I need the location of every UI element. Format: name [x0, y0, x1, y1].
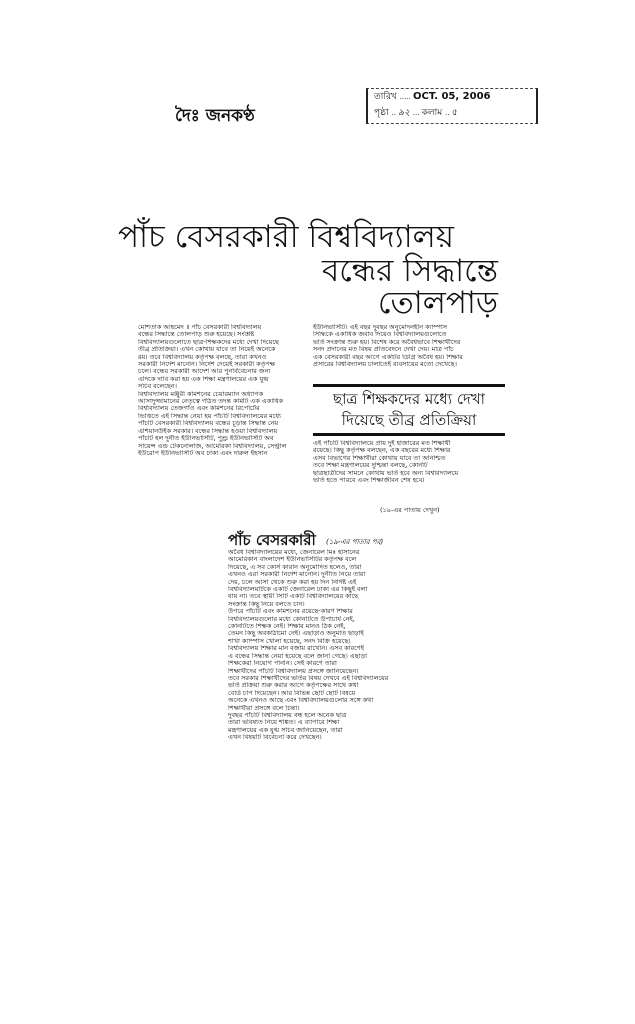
text-line: তবে সরকার শিক্ষার্থীদের ভর্তির বিষয় দেখবে এই বিশ্ববিদ্যালয়ের	[228, 674, 389, 682]
continued-note: (১৯-এর পাতায় দেখুন)	[380, 506, 440, 514]
stamp-date-row: তারিখ ..... OCT. 05, 2006	[374, 91, 491, 102]
text-line: শিক্ষার্থীদের পাঁচটি বিশ্ববিদ্যালয় প্রসঙ্গে জানিয়েছেন।	[228, 667, 359, 675]
text-line: মোশতাক আহমেদ ॥ পাঁচ বেসরকারী বিশ্ববিদ্যালয়	[138, 324, 262, 331]
stamp-column-value: ৫	[451, 108, 458, 118]
text-line: সরকারী নির্দেশ মানেনি। নির্দেশ দেয়েই সরকারী কর্তৃপক্ষ	[138, 361, 276, 369]
text-line: দেয়, চলে আসা থেকে শুরু করা হয় দিন নির্দিষ্ট এই	[228, 578, 357, 586]
text-line: দুবছর পাঁচটি বিশ্ববিদ্যালয় বন্ধ হলে অনেক ছাত্র	[228, 711, 347, 719]
text-line: এখন বিষয়টি বিবেচনা করে দেখছেন।	[228, 734, 322, 742]
stamp-page-value: ৯২	[398, 108, 410, 118]
text-line: মন্ত্রণালয়ের এক যুগ্ম সচিব জানিয়েছেন, তারা	[228, 726, 343, 734]
text-line: বিশ্ববিদ্যালয়গুলোতে ছাত্র-শিক্ষকদের মধ্যে দেখা দিয়েছে	[138, 338, 279, 346]
article2-title: পাঁচ বেসরকারী	[228, 531, 316, 549]
text-line: যায় না। তবে স্থায়ী সিটি একটি বিশ্ববিদ্যালয়ের কাছে	[228, 593, 359, 601]
text-line: অনেকে এখনও আছে এবং বিশ্ববিদ্যালয়গুলোর সঙ্গে কথা	[228, 697, 374, 705]
text-line: এই পাঁচটি বিশ্ববিদ্যালয়ে প্রায় দুই হাজারের মত শিক্ষার্থী	[313, 440, 451, 447]
text-line: পাঁচটি হল দুর্নীত ইউনিভার্সিটি, পুণ্ড্র ইউনিভার্সিটি অব	[138, 435, 274, 443]
subheading-box	[313, 384, 505, 436]
stamp-date-value: OCT. 05, 2006	[413, 91, 491, 102]
text-line: উপরে পাঁচটি এবং কমিশনের রয়েছে-কারণ শিক্ষার	[228, 608, 353, 616]
text-line: আসাদুজ্জামানের নেতৃত্বে গঠিত তদন্ত কমিটি এক একাধিক	[138, 398, 284, 406]
article-left-column	[138, 324, 308, 457]
text-line: তীব্র প্রতিক্রিয়া। এখন কোথায় যাবে তা নিয়েই অনেকে	[138, 346, 276, 354]
text-line: শিক্ষকেরা নিয়োগ পাননি। সেই কারণে তারা	[228, 660, 337, 668]
text-line: এশিয়ানউইক সরকার। বন্ধের সিদ্ধান্ত হওয়া বিশ্ববিদ্যালয়	[138, 427, 278, 435]
text-line: তেমন কিছু অবকাঠামো নেই। এছাড়াও অনুমতি ছাড়াই	[228, 630, 364, 638]
text-line: অবৈধ বিশ্ববিদ্যালয়ের মধ্যে, জেনারেল মিঃ হাসানের	[228, 549, 360, 556]
text-line: তারা ভবিষ্যত নিয়ে শঙ্কিত। এ ব্যাপারে শিক্ষা	[228, 719, 340, 727]
text-line: দিয়েছে, এ সব কোর্স কারান অনুমোদিত হলেও, তারা	[228, 563, 362, 571]
text-line: ভর্তি সংক্রান্ত শুরু হয়। বিশেষ করে অবৈধভাবে শিক্ষার্থীদের	[313, 338, 461, 346]
text-line: বোর্ড চাপ দিয়েছেন। আর বিভিন্ন ছোট ছোট বিষয়ে	[228, 689, 356, 697]
text-line: ভর্তি প্রক্রিয়া শুরু করার আগে কর্তৃপক্ষের সাথে কথা	[228, 682, 359, 690]
text-line: সনদ প্রদানের মত বিষয় প্রতিবেদনে দেখা দেয়। মাত্র পাঁচ	[313, 346, 454, 354]
text-line: বিশ্ববিদ্যালয় তেজগাঁও এবং কমিশনের রিপোর্টের	[138, 405, 260, 413]
text-line: ভিত্তিতে এই সিদ্ধান্ত নেয়া হয় পাঁচটি বিশ্ববিদ্যালয়ের মধ্যে	[138, 412, 281, 420]
text-line: কোনটিতে শিক্ষক নেই। শিক্ষার মানও ঠিক নেই,	[228, 623, 346, 631]
text-line: বন্ধের সিদ্ধান্তে তোলপাড় শুরু হয়েছে। সংশ্লিষ্ট	[138, 331, 255, 339]
text-line: পাঁচটি বেসরকারী বিশ্ববিদ্যালয় বন্ধের চূড়ান্ত সিদ্ধান্ত নেয়	[138, 420, 279, 428]
text-line: বিশ্ববিদ্যালয় মঞ্জুরী কমিশনের চেয়ারম্যান অধ্যাপক	[138, 390, 264, 398]
text-line: রয়েছে। কিছু কর্তৃপক্ষ বলছেন, এক বছরের মধ্যে শিক্ষার	[313, 447, 451, 455]
stamp-date-label: তারিখ	[374, 92, 397, 102]
text-line: সায়েন্স এন্ড টেকনোলজি, আমেরিকা বিশ্ববিদ্যালয়, সেন্ট্রাল	[138, 442, 287, 450]
headline-line-1: পাঁচ বেসরকারী বিশ্ববিদ্যালয়	[118, 219, 454, 255]
article2-body	[228, 549, 412, 742]
text-line: সংক্রান্ত কিছু নিয়ে বলতে চান।	[228, 600, 305, 608]
text-line: এখনও এরা সরকারী নির্দেশ মানেনি। দুর্নীতি নিয়ে তারা	[228, 571, 366, 579]
stamp-page-row: পৃষ্ঠা .. ৯২ ... কলাম .. ৫	[374, 108, 458, 118]
text-line: এক বেসরকারী বছর আগে একটির ডিগ্রি অবৈধ হয়। শিক্ষার	[313, 353, 463, 361]
text-line: এদিকে দাবি করা হয় এক শিক্ষা মন্ত্রণালয়ের এক যুগ্ম	[138, 375, 269, 383]
text-line: রয়। তবে বিশ্ববিদ্যালয় কর্তৃপক্ষ বলছে, তারা কখনও	[138, 353, 267, 361]
text-line: আমেরিকান বাংলাদেশ ইউনিভার্সিটির কর্তৃপক্ষ বলে	[228, 556, 357, 564]
stamp-column-label: কলাম	[421, 108, 443, 118]
text-line: বিশ্ববিদ্যালয়গুলোর মধ্যে কোনটিতে উপাচার্য নেই,	[228, 615, 355, 623]
subheading-line-2: দিয়েছে তীব্র প্রতিক্রিয়া	[341, 411, 477, 429]
text-line: এসব বিভাগের শিক্ষার্থীরা কোথায় যাবে তা অনিশ্চিত	[313, 454, 446, 462]
archive-stamp	[366, 88, 538, 124]
headline-line-3: তোলপাড়	[377, 285, 498, 321]
text-line: বিশ্ববিদ্যালয় শিক্ষার মান বজায় রাখেনি। এসব কারণেই	[228, 645, 364, 653]
text-line: তবে শিক্ষা মন্ত্রণালয়ের দুশ্চিন্তা বলছে, কোনটি	[313, 462, 428, 470]
text-line: ভর্তি হতে পারবে এবং শিক্ষাজীবন শেষ হবে।	[313, 477, 425, 485]
text-line: প্রসারের বিশ্ববিদ্যালয় চালাতেই ব্যবসায়ের মতো দেখেছে।	[313, 361, 457, 369]
text-line: ইউনিভার্সিটি। এই বছর দুবছর অনুমোদনহীন ক্যাম্পাস	[313, 324, 448, 331]
text-line: চলে। বন্ধের সরকারী আদেশ আর পুনর্বিবেচনার জন্য	[138, 368, 271, 376]
text-line: সচিব বলেছেন।	[138, 383, 177, 391]
text-line: ছাত্রছাত্রীদের সামনে কোথায় ভর্তি হবে অন্য বিশ্ববিদ্যালয়ে	[313, 469, 459, 477]
text-line: শিক্ষার্থীরা প্রসঙ্গে বলে চিন্তা।	[228, 704, 300, 712]
article-right-column-top	[313, 324, 505, 368]
article-right-column-bottom	[313, 440, 505, 484]
text-line: এ বন্ধের সিদ্ধান্ত নেয়া হয়েছে বলে জানা গেছে। এছাড়া	[228, 652, 367, 660]
stamp-page-label: পৃষ্ঠা	[374, 108, 389, 118]
text-line: ইউরোপ ইউনিভার্সিটি অব ঢাকা এবং দারুল ইহসান	[138, 449, 268, 457]
article2-continued-from: (১৯-এর পাতার পর)	[326, 538, 384, 546]
newspaper-name: দৈঃ জনকণ্ঠ	[175, 106, 255, 126]
text-line: বিশ্ববিদ্যালয়টিকে একটি জেনারেল ঢাকা এর কিছুই বলা	[228, 586, 368, 594]
headline-line-2: বন্ধের সিদ্ধান্তে	[321, 253, 498, 289]
text-line: শাখা ক্যাম্পাস খোলা হয়েছে, সনদ বিক্রি হয়েছে।	[228, 637, 351, 645]
text-line: সিদ্ধিকে একাধিক জবাব দিয়েও বিশ্ববিদ্যালয়গুলোতে	[313, 331, 447, 339]
subheading-line-1: ছাত্র শিক্ষকদের মধ্যে দেখা	[332, 390, 485, 408]
